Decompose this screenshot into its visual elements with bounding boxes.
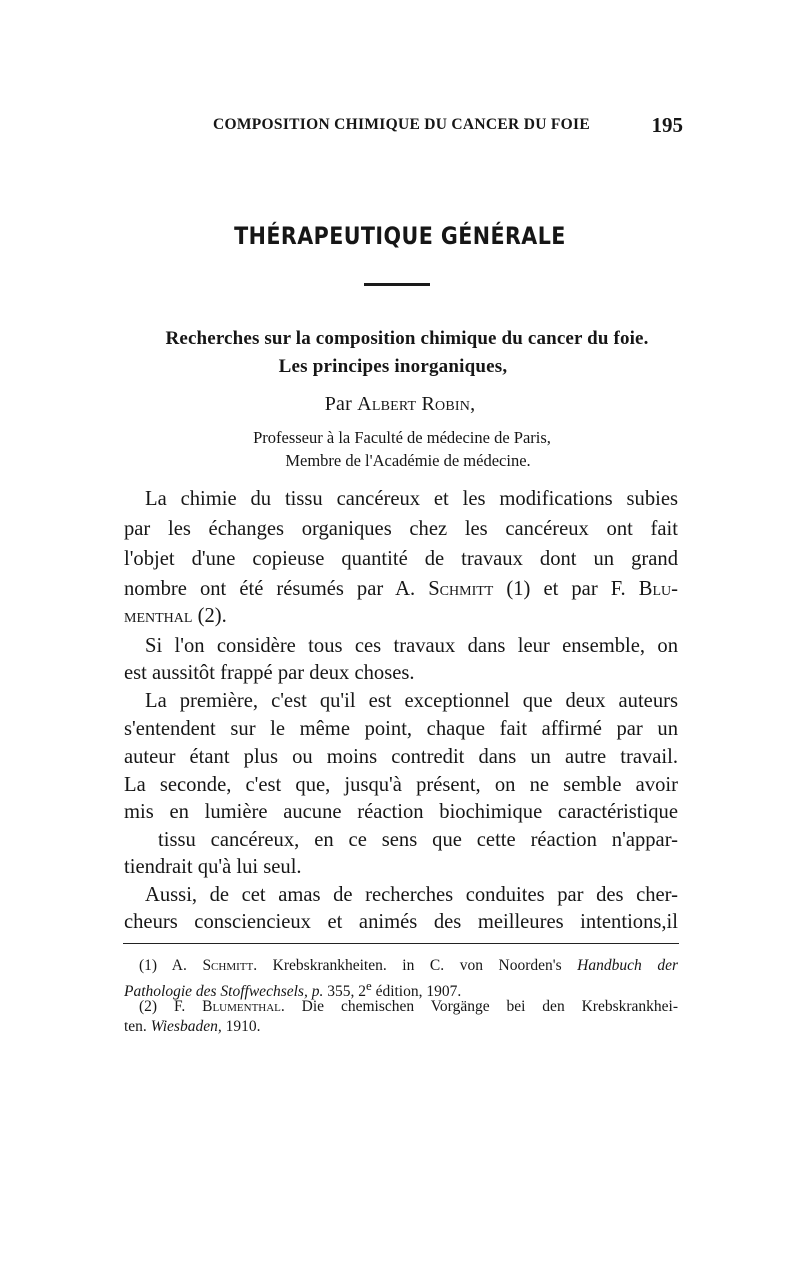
body-line: est aussitôt frappé par deux choses. bbox=[124, 662, 415, 684]
superscript: e bbox=[365, 978, 372, 993]
body-line: Si l'on considère tous ces travaux dans leur ensemble, on bbox=[145, 635, 678, 657]
body-line: Aussi, de cet amas de recherches conduites par des cher- bbox=[145, 884, 678, 906]
text-span: édition, 1907. bbox=[371, 983, 462, 1001]
text-span: (2). bbox=[192, 605, 227, 627]
cited-author-schmitt: Schmitt bbox=[428, 578, 494, 600]
text-span: (2) F. bbox=[139, 998, 203, 1015]
author-byline bbox=[0, 393, 800, 416]
body-line: s'entendent sur le même point, chaque fait affirmé par un bbox=[124, 718, 678, 740]
page-number: 195 bbox=[651, 113, 683, 137]
body-line: par les échanges organiques chez les cancéreux ont fait bbox=[124, 518, 678, 540]
footnote-1 bbox=[139, 956, 678, 976]
body-line: La chimie du tissu cancéreux et les modifications subies bbox=[145, 488, 678, 510]
article-title-line-1: Recherches sur la composition chimique du cancer du foie. bbox=[165, 328, 649, 349]
author-name: Albert Robin, bbox=[357, 393, 476, 415]
text-span: . Krebskrankheiten. in C. von Noorden's bbox=[253, 957, 578, 974]
body-line: cheurs consciencieux et animés des meilleures intentions,il bbox=[124, 911, 678, 933]
text-span: 1910. bbox=[221, 1018, 261, 1035]
footnote-author: Schmitt bbox=[202, 957, 254, 974]
cited-author-blumenthal: Blu- bbox=[638, 578, 678, 600]
footnote-place: Wiesbaden, bbox=[150, 1018, 222, 1035]
body-line bbox=[124, 601, 678, 631]
title-divider bbox=[364, 283, 430, 286]
footnote-divider bbox=[123, 943, 679, 944]
footnote-book-title: Handbuch der bbox=[577, 957, 678, 974]
text-span: (1) et par F. bbox=[493, 578, 639, 600]
author-prefix: Par bbox=[324, 393, 358, 415]
running-title: COMPOSITION CHIMIQUE DU CANCER DU FOIE bbox=[213, 116, 590, 133]
body-line: auteur étant plus ou moins contredit dans un autre travail. bbox=[124, 746, 678, 768]
section-title: THÉRAPEUTIQUE GÉNÉRALE bbox=[234, 222, 566, 250]
body-line: tissu cancéreux, en ce sens que cette réaction n'appar- bbox=[158, 829, 678, 851]
body-line: mis en lumière aucune réaction biochimique caractéristique bbox=[124, 801, 678, 823]
text-span: ten. bbox=[124, 1018, 151, 1035]
body-line: La première, c'est qu'il est exceptionnel que deux auteurs bbox=[145, 690, 678, 712]
article-title-line-2: Les principes inorganiques, bbox=[278, 356, 508, 377]
text-span: 355, 2 bbox=[323, 983, 366, 1001]
footnote-2-cont bbox=[124, 1017, 678, 1037]
body-line: l'objet d'une copieuse quantité de travaux dont un grand bbox=[124, 548, 678, 570]
footnote-book-title-cont: Pathologie des Stoffwechsels, p. bbox=[124, 983, 324, 1001]
body-line: tiendrait qu'à lui seul. bbox=[124, 856, 302, 878]
text-span: nombre ont été résumés par A. bbox=[124, 578, 429, 600]
body-line bbox=[124, 574, 678, 604]
text-span: . Die chemischen Vorgänge bei den Krebskrankhei- bbox=[280, 998, 678, 1015]
footnote-author: Blumenthal bbox=[202, 998, 281, 1015]
running-head bbox=[213, 113, 683, 140]
footnote-2 bbox=[139, 997, 678, 1017]
author-affiliation-1: Professeur à la Faculté de médecine de Paris, bbox=[253, 428, 551, 447]
cited-author-blumenthal-cont: menthal bbox=[124, 605, 193, 627]
text-span: (1) A. bbox=[139, 957, 203, 974]
author-affiliation-2: Membre de l'Académie de médecine. bbox=[285, 451, 531, 470]
body-line: La seconde, c'est que, jusqu'à présent, on ne semble avoir bbox=[124, 774, 678, 796]
